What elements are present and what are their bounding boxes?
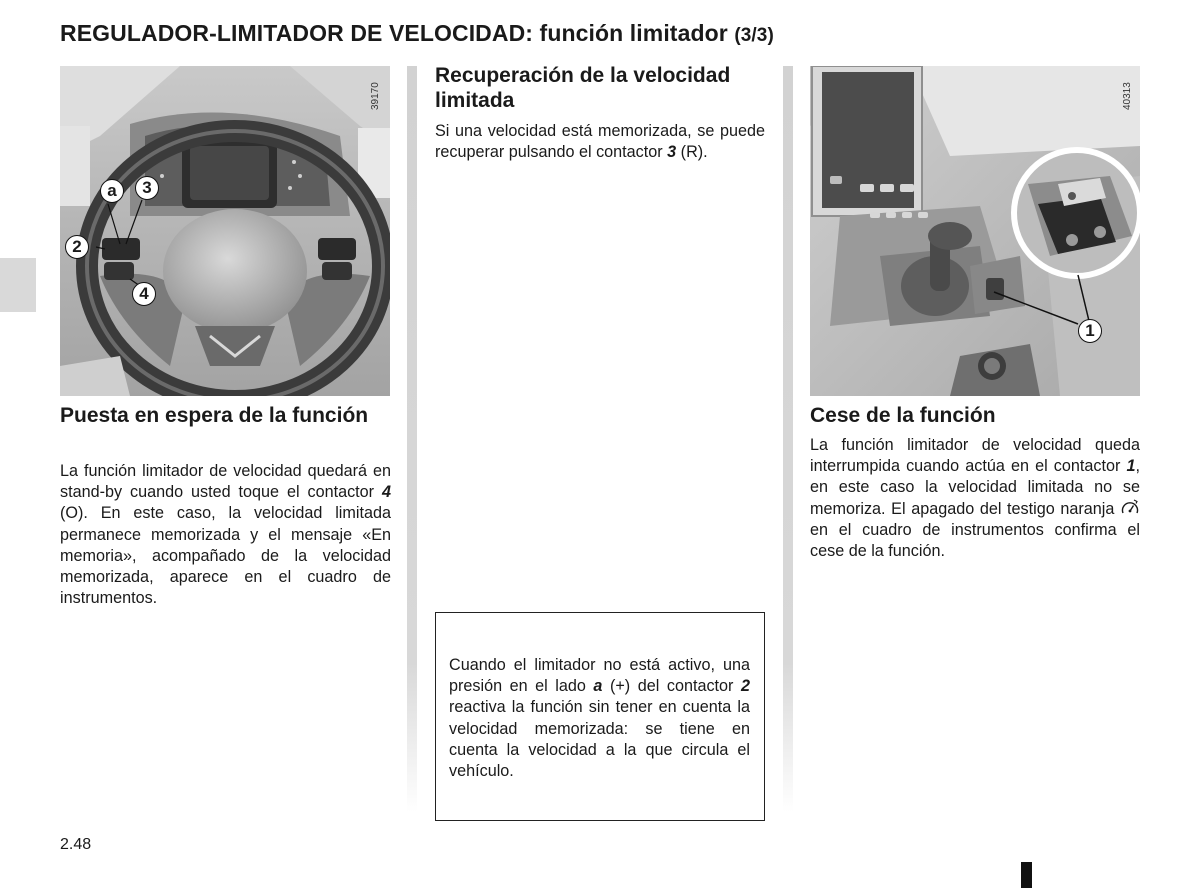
- steering-wheel-illustration: [60, 66, 390, 396]
- contactor-ref-2: 2: [740, 677, 750, 696]
- column-divider-right: [783, 66, 793, 812]
- title-page-indicator: (3/3): [734, 25, 774, 46]
- contactor-ref-4: 4: [381, 483, 391, 502]
- page-title: [60, 20, 774, 47]
- contactor-ref-3: 3: [667, 143, 677, 162]
- paragraph-cancel: La función limitador de velocidad queda interrumpida cuando actúa en el contactor 1, en este caso la velocidad limitada no se memoriza. El apagado del testigo naranja en el cuadro de instrumentos confirma el cese de la función.: [810, 436, 1140, 561]
- heading-standby: Puesta en espera de la función: [60, 404, 369, 427]
- figure-code: 40313: [1122, 82, 1133, 110]
- paragraph-standby: La función limitador de velocidad quedará en stand-by cuando usted toque el contactor 4 (O). En este caso, la velocidad limitada permanece memorizada y el mensaje «En memoria», acompañado de la velocidad memorizada, aparece en el cuadro de instrumentos.: [60, 462, 391, 608]
- page-number: 2.48: [60, 836, 92, 853]
- callout-1: 1: [1078, 319, 1102, 343]
- callout-3: 3: [135, 176, 159, 200]
- contactor-ref-a: a: [593, 677, 603, 696]
- callout-4: 4: [132, 282, 156, 306]
- contactor-ref-1: 1: [1126, 457, 1136, 476]
- section-tab: [0, 258, 36, 312]
- note-text: Cuando el limitador no está activo, una presión en el lado a (+) del contactor 2 reactiva la función sin tener en cuenta la velocidad memorizada: se tiene en cuenta la velocidad a la que circula el vehículo.: [449, 656, 750, 781]
- figure-code: 39170: [370, 82, 381, 110]
- page-marker: [1021, 862, 1032, 888]
- note-box: [435, 612, 765, 821]
- callout-a: a: [100, 179, 124, 203]
- callout-2: 2: [65, 235, 89, 259]
- paragraph-recovery: Si una velocidad está memorizada, se puede recuperar pulsando el contactor 3 (R).: [435, 122, 765, 162]
- speed-limiter-warning-icon: [1120, 499, 1140, 517]
- center-console-illustration: [810, 66, 1140, 396]
- heading-recovery: Recuperación de la velocidad limitada: [435, 64, 731, 112]
- column-divider-left: [407, 66, 417, 812]
- title-main: REGULADOR-LIMITADOR DE VELOCIDAD: función limitador: [60, 20, 728, 46]
- heading-cancel: Cese de la función: [810, 404, 996, 427]
